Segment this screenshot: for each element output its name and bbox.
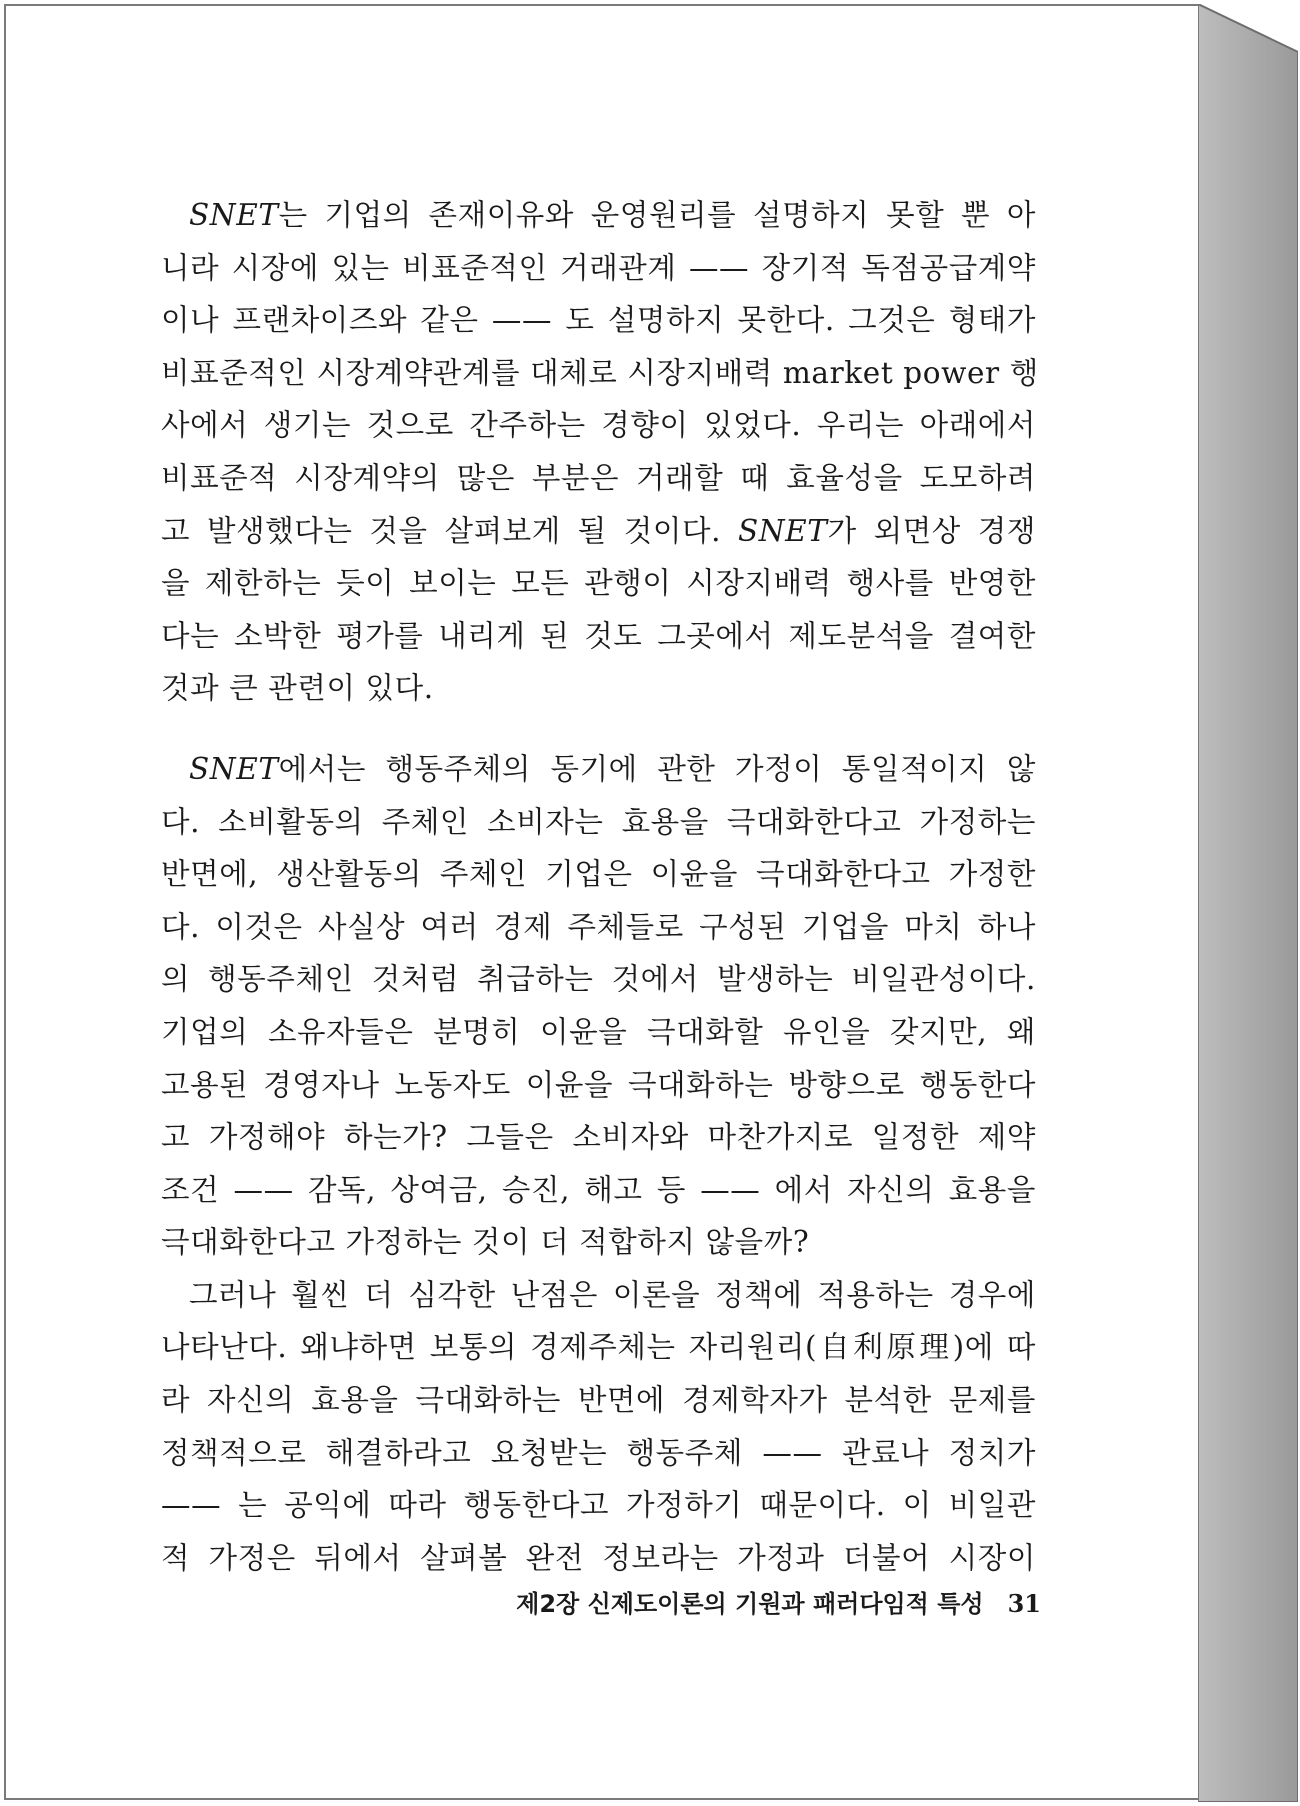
text-line [161, 953, 1036, 1006]
text-segment: 나타난다. 왜냐하면 보통의 경제주체는 자리원리(自利原理)에 따 [161, 1330, 1036, 1365]
text-segment: —— 는 공익에 따라 행동한다고 가정하기 때문이다. 이 비일관 [161, 1488, 1036, 1523]
chapter-title: 제2장 신제도이론의 기원과 패러다임적 특성 [516, 1590, 984, 1618]
paragraph [161, 189, 1039, 715]
text-line [161, 1164, 1036, 1217]
italic-term: SNET [189, 198, 279, 232]
text-segment: 고 가정해야 하는가? 그들은 소비자와 마찬가지로 일정한 제약 [161, 1120, 1036, 1155]
text-segment: 가 외면상 경쟁 [827, 513, 1036, 548]
text-line [161, 796, 1036, 849]
text-line [161, 1216, 1036, 1269]
paragraph [161, 1269, 1036, 1585]
text-segment: 반면에, 생산활동의 주체인 기업은 이윤을 극대화한다고 가정한 [161, 857, 1036, 892]
page-number: 31 [1007, 1589, 1041, 1618]
italic-term: SNET [737, 513, 828, 548]
text-segment: 고 발생했다는 것을 살펴보게 될 것이다. [161, 513, 738, 548]
text-segment: 다. 소비활동의 주체인 소비자는 효용을 극대화한다고 가정하는 [161, 804, 1036, 839]
text-line [161, 1321, 1036, 1374]
text-line [161, 505, 1036, 558]
book-page [4, 4, 1200, 1800]
text-line [161, 1479, 1036, 1532]
text-line [161, 1111, 1036, 1164]
text-segment: 정책적으로 해결하라고 요청받는 행동주체 —— 관료나 정치가 [161, 1435, 1036, 1470]
book-edge-shading [1198, 4, 1298, 1802]
text-line [161, 901, 1036, 954]
text-line [161, 1006, 1036, 1059]
text-line [161, 610, 1036, 663]
text-segment: 것과 큰 관련이 있다. [161, 671, 434, 706]
text-line [161, 1427, 1036, 1480]
text-segment: 니라 시장에 있는 비표준적인 거래관계 —— 장기적 독점공급계약 [161, 250, 1036, 285]
text-segment: 조건 —— 감독, 상여금, 승진, 해고 등 —— 에서 자신의 효용을 [161, 1172, 1036, 1207]
body-text [161, 189, 1039, 1584]
text-segment: 을 제한하는 듯이 보이는 모든 관행이 시장지배력 행사를 반영한 [161, 566, 1036, 601]
text-line [161, 1059, 1036, 1112]
text-line [161, 294, 1036, 347]
text-segment: 고용된 경영자나 노동자도 이윤을 극대화하는 방향으로 행동한다 [161, 1067, 1036, 1102]
text-line [161, 1374, 1036, 1427]
text-segment: 이나 프랜차이즈와 같은 —— 도 설명하지 못한다. 그것은 형태가 [161, 303, 1036, 338]
text-segment: 비표준적 시장계약의 많은 부분은 거래할 때 효율성을 도모하려 [161, 460, 1036, 495]
text-segment: 는 기업의 존재이유와 운영원리를 설명하지 못할 뿐 아 [278, 198, 1036, 232]
text-line [161, 452, 1036, 505]
text-line [161, 399, 1036, 452]
text-line [161, 743, 1036, 796]
text-segment: 다는 소박한 평가를 내리게 된 것도 그곳에서 제도분석을 결여한 [161, 618, 1036, 653]
text-segment: 의 행동주체인 것처럼 취급하는 것에서 발생하는 비일관성이다. [161, 962, 1036, 997]
text-line [161, 1532, 1036, 1585]
text-segment: 그러나 훨씬 더 심각한 난점은 이론을 정책에 적용하는 경우에 [189, 1277, 1036, 1312]
text-segment: 기업의 소유자들은 분명히 이윤을 극대화할 유인을 갖지만, 왜 [161, 1014, 1036, 1049]
running-footer [421, 1588, 1041, 1620]
text-segment: 라 자신의 효용을 극대화하는 반면에 경제학자가 분석한 문제를 [161, 1383, 1036, 1418]
text-segment: 에서는 행동주체의 동기에 관한 가정이 통일적이지 않 [278, 751, 1036, 786]
text-segment: 비표준적인 시장계약관계를 대체로 시장지배력 market power 행 [161, 355, 1039, 390]
italic-term: SNET [189, 751, 279, 786]
text-line [161, 848, 1036, 901]
text-segment: 적 가정은 뒤에서 살펴볼 완전 정보라는 가정과 더불어 시장이 [161, 1540, 1036, 1575]
paragraph [161, 743, 1036, 1269]
text-segment: 다. 이것은 사실상 여러 경제 주체들로 구성된 기업을 마치 하나 [161, 909, 1036, 944]
text-line [161, 1269, 1036, 1322]
text-line [161, 557, 1036, 610]
text-line [161, 242, 1036, 295]
text-line [161, 662, 1036, 715]
text-segment: 사에서 생기는 것으로 간주하는 경향이 있었다. 우리는 아래에서 [161, 408, 1036, 443]
text-line [161, 347, 1039, 400]
text-line [161, 189, 1036, 242]
text-segment: 극대화한다고 가정하는 것이 더 적합하지 않을까? [161, 1225, 810, 1260]
